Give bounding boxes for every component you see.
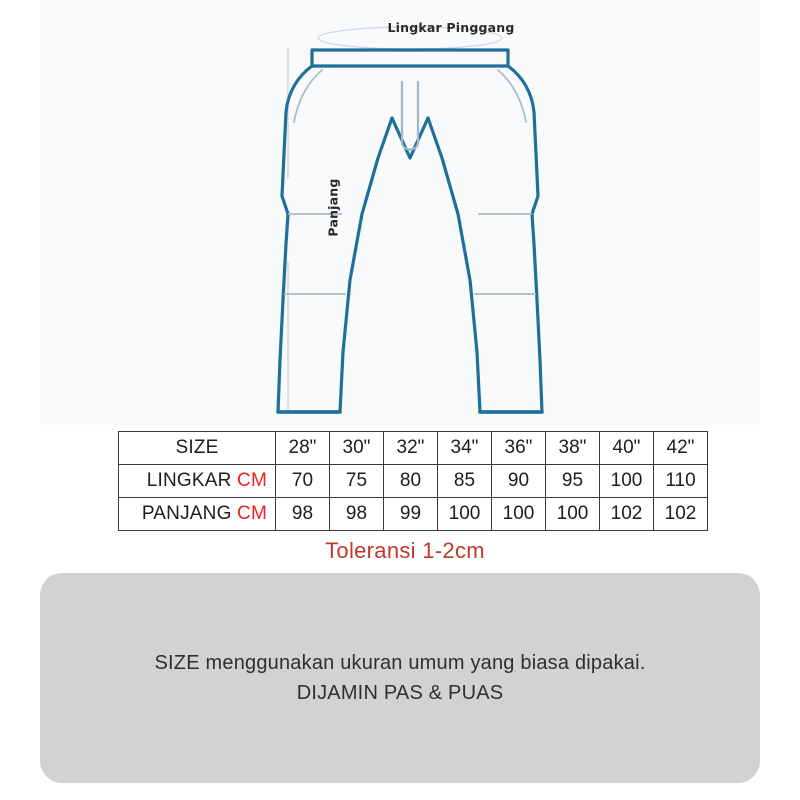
waist-value-cell: 70: [276, 465, 330, 498]
size-header-cell: 40": [600, 432, 654, 465]
size-header-cell: 38": [546, 432, 600, 465]
size-chart-table: [118, 431, 708, 531]
length-row-unit: CM: [237, 503, 267, 524]
size-header-cell: 32": [384, 432, 438, 465]
crotch-seam: [392, 118, 428, 158]
size-header-cell: 36": [492, 432, 546, 465]
table-row-header: [119, 432, 708, 465]
length-value-cell: 102: [600, 498, 654, 531]
info-panel-line-2: DIJAMIN PAS & PUAS: [296, 682, 504, 704]
length-row-label-text: PANJANG: [141, 503, 232, 524]
waist-value-cell: 85: [438, 465, 492, 498]
pants-diagram: [40, 0, 760, 425]
length-value-cell: 102: [654, 498, 708, 531]
info-panel-line-1: SIZE menggunakan ukuran umum yang biasa dipakai.: [154, 652, 646, 674]
waist-value-cell: 75: [330, 465, 384, 498]
waist-value-cell: 110: [654, 465, 708, 498]
length-value-cell: 98: [276, 498, 330, 531]
size-header-cell: 42": [654, 432, 708, 465]
length-value-cell: 100: [546, 498, 600, 531]
table-row-length: [119, 498, 708, 531]
length-value-cell: 100: [438, 498, 492, 531]
size-header-cell: 30": [330, 432, 384, 465]
size-table-body: [119, 432, 708, 531]
length-value-cell: 99: [384, 498, 438, 531]
length-row-label: [119, 498, 276, 531]
waist-row-label-text: LINGKAR: [146, 470, 232, 491]
waist-value-cell: 80: [384, 465, 438, 498]
table-row-waist: [119, 465, 708, 498]
pants-illustration-panel: [40, 0, 760, 425]
waist-row-label: [119, 465, 276, 498]
tolerance-note: Toleransi 1-2cm: [325, 538, 485, 563]
waist-value-cell: 100: [600, 465, 654, 498]
waist-measurement-label: Lingkar Pinggang: [387, 20, 515, 35]
length-value-cell: 100: [492, 498, 546, 531]
length-value-cell: 98: [330, 498, 384, 531]
length-measurement-label: Panjang: [325, 178, 341, 237]
fly-detail: [402, 82, 418, 150]
size-header-cell: 28": [276, 432, 330, 465]
waist-value-cell: 90: [492, 465, 546, 498]
size-header-label: SIZE: [119, 432, 276, 465]
waist-value-cell: 95: [546, 465, 600, 498]
waist-row-unit: CM: [237, 470, 267, 491]
waistband: [312, 50, 508, 66]
size-header-cell: 34": [438, 432, 492, 465]
guarantee-info-panel: [40, 573, 760, 783]
